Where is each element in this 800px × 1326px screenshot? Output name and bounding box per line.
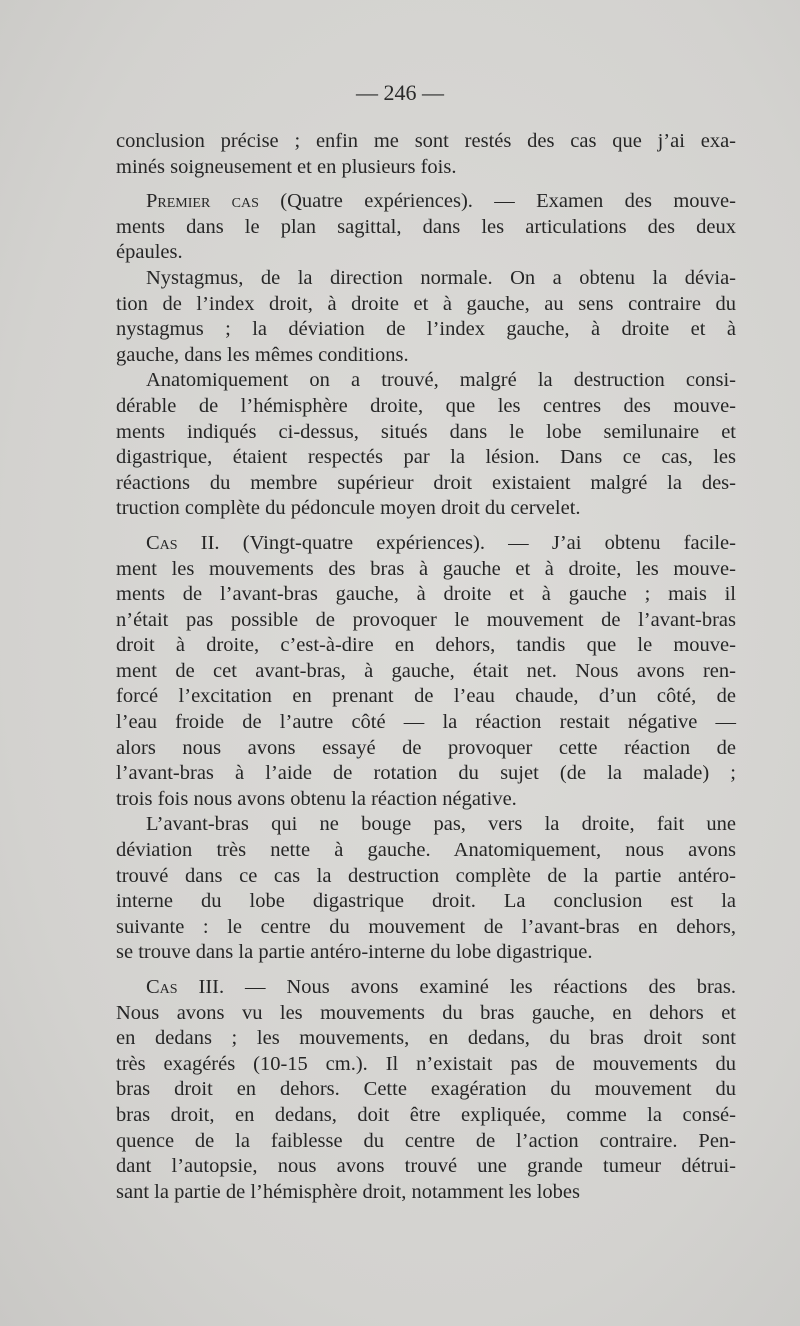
text-line: dant l’autopsie, nous avons trouvé une grande tumeur détrui- <box>116 1155 736 1178</box>
text-line: dérable de l’hémisphère droite, que les centres des mouve- <box>116 394 736 417</box>
text-line: suivante : le centre du mouvement de l’avant-bras en dehors, <box>116 915 736 938</box>
text-line <box>116 189 736 215</box>
text-line: n’était pas possible de provoquer le mouvement de l’avant-bras <box>116 608 736 631</box>
paragraph <box>116 368 736 522</box>
text-line: trois fois nous avons obtenu la réaction négative. <box>116 787 517 810</box>
text-line: très exagérés (10-15 cm.). Il n’existait pas de mouvements du <box>116 1052 736 1075</box>
text-line: quence de la faiblesse du centre de l’action contraire. Pen- <box>116 1129 736 1152</box>
text-line: sant la partie de l’hémisphère droit, notamment les lobes <box>116 1180 580 1203</box>
text-line: déviation très nette à gauche. Anatomiquement, nous avons <box>116 839 736 862</box>
paragraph-gap <box>116 522 736 531</box>
text-line: digastrique, étaient respectés par la lésion. Dans ce cas, les <box>116 446 736 469</box>
text-line: bras droit, en dedans, doit être expliquée, comme la consé- <box>116 1103 736 1126</box>
paragraph <box>116 129 736 180</box>
text-line: l’eau froide de l’autre côté — la réaction restait négative — <box>116 711 736 734</box>
paragraph-gap <box>116 966 736 975</box>
text-line: truction complète du pédoncule moyen droit du cervelet. <box>116 497 581 520</box>
text-line: Nystagmus, de la direction normale. On a obtenu la dévia- <box>146 266 736 289</box>
paragraph <box>116 531 736 813</box>
case-heading: Cas II. <box>146 531 220 554</box>
text-line: interne du lobe digastrique droit. La conclusion est la <box>116 890 736 913</box>
text-line: conclusion précise ; enfin me sont restés des cas que j’ai exa- <box>116 130 736 152</box>
text-line: en dedans ; les mouvements, en dedans, du bras droit sont <box>116 1027 736 1050</box>
line-text: (Vingt-quatre expériences). — J’ai obtenu facile- <box>219 531 736 554</box>
page-number: — 246 — <box>356 80 444 105</box>
text-line: Nous avons vu les mouvements du bras gauche, en dehors et <box>116 1001 736 1024</box>
paragraph <box>116 812 736 966</box>
text-line: Anatomiquement on a trouvé, malgré la destruction consi- <box>146 369 736 392</box>
text-line: minés soigneusement et en plusieurs fois. <box>116 155 457 178</box>
body-text <box>116 129 736 1205</box>
text-line: trouvé dans ce cas la destruction complète de la partie antéro- <box>116 864 736 887</box>
text-line: l’avant-bras à l’aide de rotation du sujet (de la malade) ; <box>116 762 736 785</box>
text-line: ment de cet avant-bras, à gauche, était net. Nous avons ren- <box>116 659 736 682</box>
text-line: droit à droite, c’est-à-dire en dehors, tandis que le mouve- <box>116 634 736 657</box>
text-line: ments indiqués ci-dessus, situés dans le lobe semilunaire et <box>116 420 736 443</box>
line-text: — Nous avons examiné les réactions des bras. <box>224 976 736 998</box>
line-text: (Quatre expériences). — Examen des mouve- <box>258 190 736 213</box>
paragraph <box>116 189 736 266</box>
text-line: nystagmus ; la déviation de l’index gauche, à droite et à <box>116 318 736 341</box>
case-heading: Premier cas <box>146 190 259 213</box>
text-line <box>116 975 736 1001</box>
text-line: ment les mouvements des bras à gauche et à droite, les mouve- <box>116 557 736 580</box>
text-line: tion de l’index droit, à droite et à gauche, au sens contraire du <box>116 292 736 315</box>
text-line: réactions du membre supérieur droit existaient malgré la des- <box>116 471 736 494</box>
paragraph <box>116 266 736 368</box>
text-line: forcé l’excitation en prenant de l’eau chaude, d’un côté, de <box>116 685 736 708</box>
text-line: bras droit en dehors. Cette exagération du mouvement du <box>116 1078 736 1101</box>
text-line: alors nous avons essayé de provoquer cette réaction de <box>116 736 736 759</box>
case-heading: Cas III. <box>146 976 225 998</box>
text-line <box>116 531 736 557</box>
text-line: ments de l’avant-bras gauche, à droite et à gauche ; mais il <box>116 583 736 606</box>
text-line: se trouve dans la partie antéro-interne du lobe digastrique. <box>116 941 593 964</box>
paragraph <box>116 975 736 1205</box>
text-line: L’avant-bras qui ne bouge pas, vers la droite, fait une <box>146 813 736 836</box>
paragraph-gap <box>116 180 736 189</box>
text-line: épaules. <box>116 241 183 264</box>
text-line: ments dans le plan sagittal, dans les articulations des deux <box>116 215 736 238</box>
text-line: gauche, dans les mêmes conditions. <box>116 343 409 366</box>
